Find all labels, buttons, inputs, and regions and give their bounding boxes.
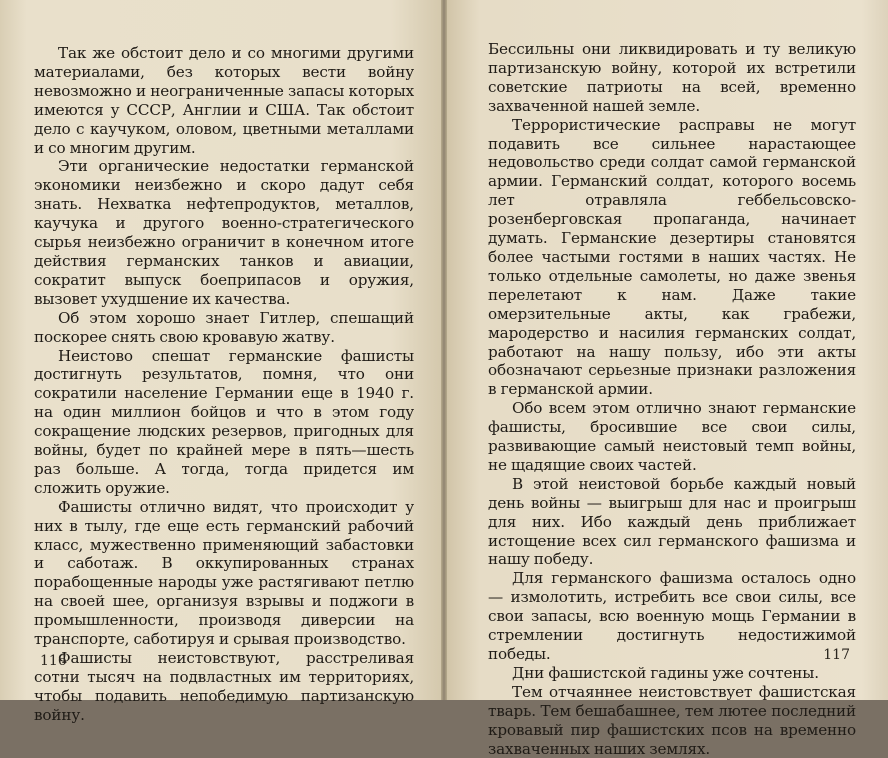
paragraph: Неистово спешат германские фашисты достигнуть результатов, помня, что они сократили население Германии еще в 1940 г. на один миллион бойцов и что в этом году сокращение людских резервов, пригодных для войны, будет по крайней мере в пять—шесть раз больше. А тогда, тогда придется им сложить оружие. — [34, 346, 414, 497]
paragraph: Тем отчаяннее неистовствует фашистская тварь. Тем бешабашнее, тем лютее последний кровавый пир фашистских псов на временно захваченных наших землях. — [488, 682, 856, 758]
paragraph: Так же обстоит дело и со многими другими материалами, без которых вести войну невозможно и неограниченные запасы которых имеются у СССР, Англии и США. Так обстоит дело с каучуком, оловом, цветными металлами и со многим другим. — [34, 44, 414, 157]
paragraph: В этой неистовой борьбе каждый новый день войны — выигрыш для нас и проигрыш для них. Ибо каждый день приближает истощение всех сил германского фашизма и нашу победу. — [488, 474, 856, 569]
paragraph: Для германского фашизма осталось одно — измолотить, истребить все свои силы, все свои запасы, всю военную мощь Германии в стремлении достигнуть недостижимой победы. — [488, 569, 856, 663]
book-gutter — [441, 0, 447, 700]
paragraph: Об этом хорошо знает Гитлер, спешащий поскорее снять свою кровавую жатву. — [34, 308, 414, 346]
paragraph: Дни фашистской гадины уже сочтены. — [512, 663, 819, 682]
paragraph-continuation: Бессильны они ликвидировать и ту великую партизанскую войну, которой их встретили советские патриоты на всей, временно захваченной нашей земле. — [488, 40, 856, 115]
paragraph: Фашисты отлично видят, что происходит у них в тылу, где еще есть германский рабочий класс, мужественно применяющий забастовки и саботаж. В оккупированных странах порабощенные народы уже растягивают петлю на своей шее, организуя взрывы и поджоги в промышленности, производя диверсии на транспорте, саботируя и срывая производство. — [34, 497, 414, 649]
right-page — [444, 0, 888, 758]
paragraph: Обо всем этом отлично знают германские фашисты, бросившие все свои силы, развивающие самый неистовый темп войны, не щадящие своих частей. — [488, 399, 856, 474]
left-page — [0, 0, 444, 724]
page-number: 116 — [40, 653, 67, 669]
page-number: 117 — [823, 647, 850, 663]
paragraph: Эти органические недостатки германской экономики неизбежно и скоро дадут себя знать. Нехватка нефтепродуктов, металлов, каучука и другого военно-стратегического сырья неизбежно ограничит в конечном итоге действия германских танков и авиации, сократит выпуск боеприпасов и оружия, вызовет ухудшение их качества. — [34, 157, 414, 308]
paragraph: Фашисты неистовствуют, расстреливая сотни тысяч на подвластных им территориях, чтобы подавить непобедимую партизанскую войну. — [34, 649, 414, 724]
paragraph: Террористические расправы не могут подавить все сильнее нарастающее недовольство среди солдат самой германской армии. Германский солдат, которого восемь лет отравляла геббельсовско-розенберговская пропаганда, начинает думать. Германские дезертиры становятся более частыми гостями в наших частях. Не только отдельные самолеты, но даже звенья перелетают к нам. Даже такие омерзительные акты, как грабежи, мародерство и насилия германских солдат, работают на нашу пользу, ибо эти акты обозначают серьезные признаки разложения в германской армии. — [488, 115, 856, 399]
